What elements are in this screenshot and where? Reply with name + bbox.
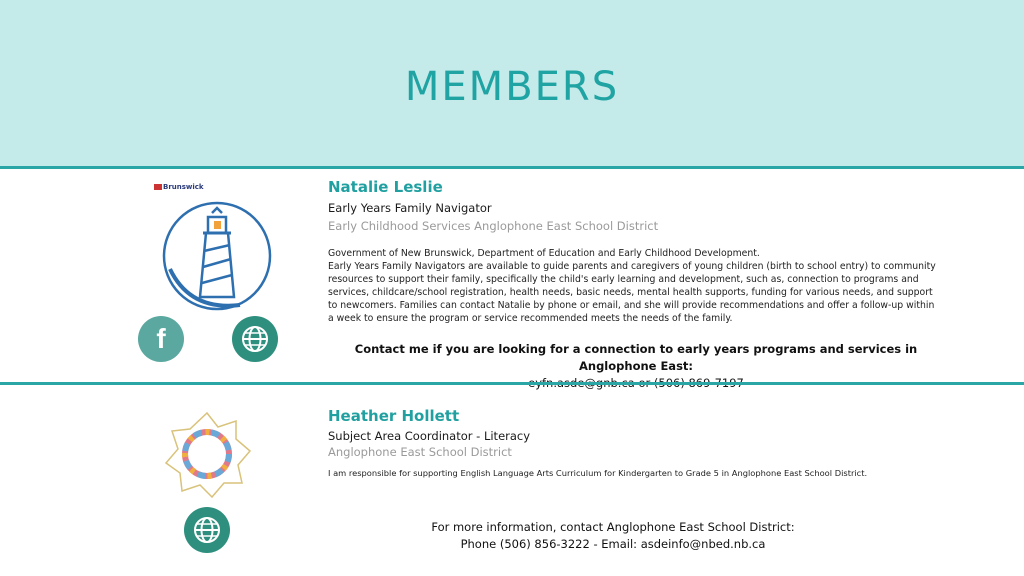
- bio-line: Early Years Family Navigators are available to guide parents and caregivers of young children (birth to school entry) to community resources to support their family, specifically the child's early learning and development, such as, connection to programs and services, childcare/school registration, health needs, basic needs, mental health supports, funding for various needs, and support to newcomers. Families can contact Natalie by phone or email, and she will provide recommendations and offer a follow-up within a week to ensure the program or service recommended meets the needs of the family.: [328, 261, 936, 324]
- member-card-heather-hollett: [0, 385, 1024, 576]
- member-role: Early Years Family Navigator: [328, 201, 492, 215]
- member-card-natalie-leslie: [0, 169, 1024, 382]
- facebook-icon[interactable]: f: [138, 316, 184, 362]
- globe-icon[interactable]: [232, 316, 278, 362]
- contact-heading: Contact me if you are looking for a connection to early years programs and services in Anglophone East:: [354, 342, 918, 373]
- member-organization: Anglophone East School District: [328, 445, 512, 459]
- globe-icon[interactable]: [184, 507, 230, 553]
- district-logo: [160, 407, 254, 501]
- member-role: Subject Area Coordinator - Literacy: [328, 429, 531, 443]
- contact-heading: For more information, contact Anglophone East School District:: [431, 520, 795, 534]
- new-brunswick-logo: Brunswick: [154, 183, 204, 191]
- header-banner: [0, 0, 1024, 166]
- page-title: MEMBERS: [404, 64, 620, 110]
- member-name: Natalie Leslie: [328, 178, 443, 196]
- contact-info: [330, 519, 896, 553]
- contact-details[interactable]: Phone (506) 856-3222 - Email: asdeinfo@nbed.nb.ca: [460, 537, 766, 551]
- member-name: Heather Hollett: [328, 407, 460, 425]
- crown-icon: [154, 184, 162, 190]
- member-organization: Early Childhood Services Anglophone East School District: [328, 219, 659, 233]
- member-bio: I am responsible for supporting English Language Arts Curriculum for Kindergarten to Grade 5 in Anglophone East School District.: [328, 468, 868, 478]
- bio-line: Government of New Brunswick, Department of Education and Early Childhood Development.: [328, 248, 760, 259]
- member-bio: [328, 247, 938, 325]
- lighthouse-logo: [160, 199, 274, 313]
